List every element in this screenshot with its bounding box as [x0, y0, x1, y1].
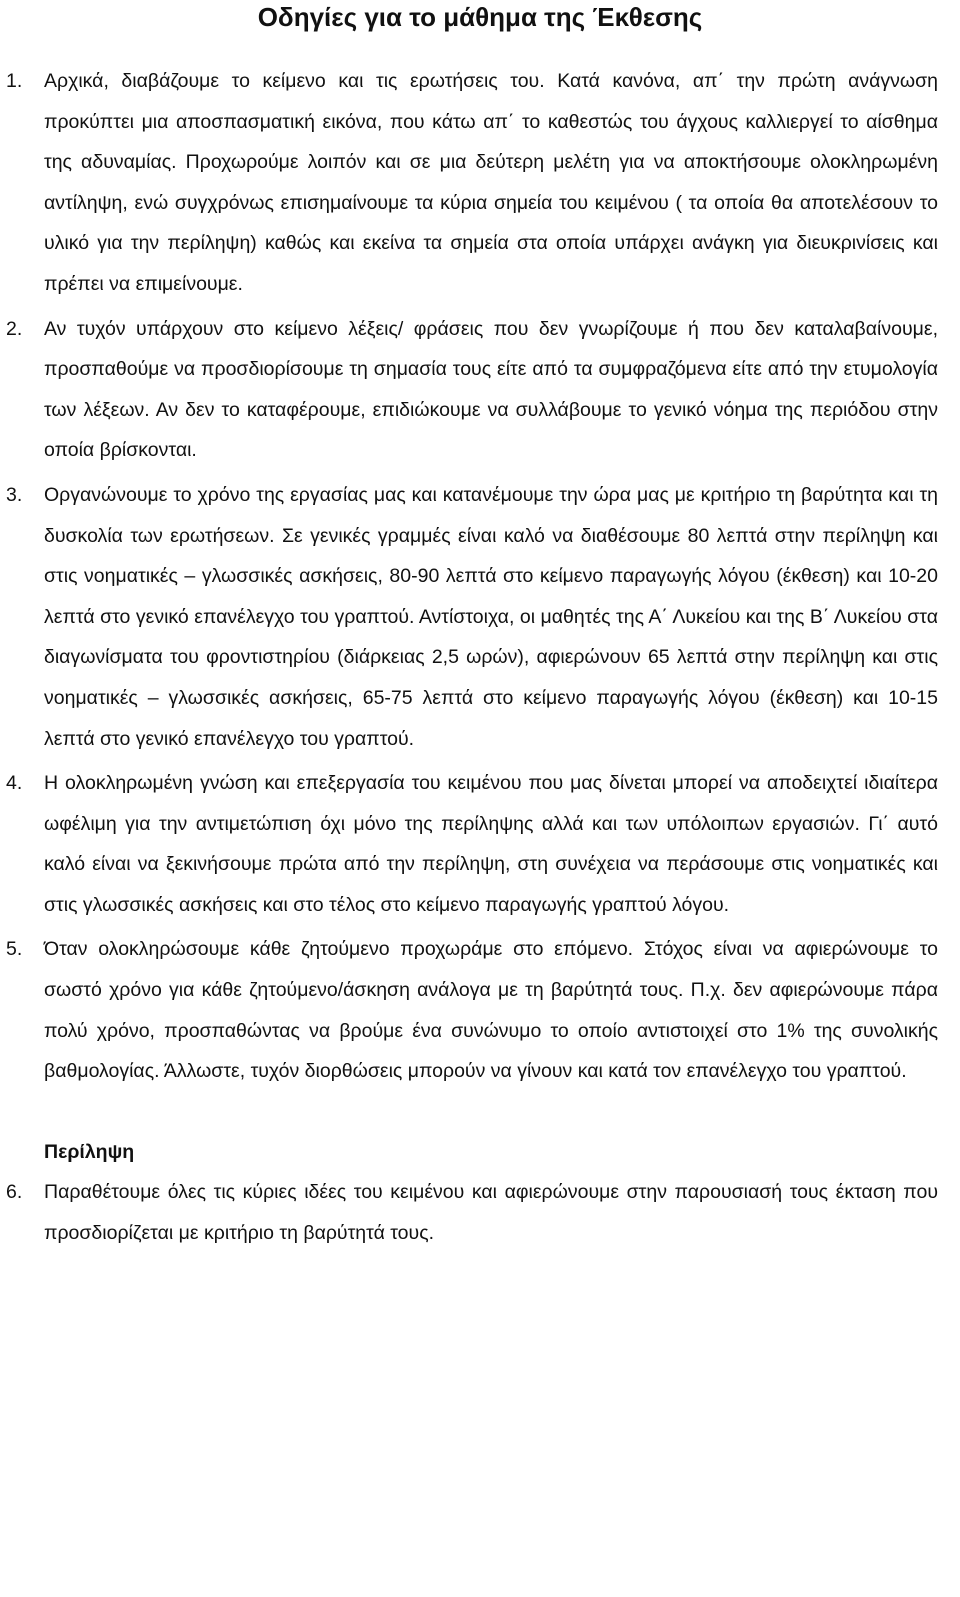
list-item — [6, 475, 938, 759]
list-item — [6, 61, 938, 305]
list-item — [6, 763, 938, 925]
item-number: 2. — [6, 317, 23, 340]
section-list — [6, 1172, 938, 1253]
list-item — [6, 1172, 938, 1253]
item-text: Παραθέτουμε όλες τις κύριες ιδέες του κειμένου και αφιερώνουμε στην παρουσιασή τους έκταση που προσδιορίζεται με κριτήριο τη βαρύτητά τους. — [44, 1181, 938, 1245]
item-text: Αν τυχόν υπάρχουν στο κείμενο λέξεις/ φράσεις που δεν γνωρίζουμε ή που δεν καταλαβαίνουμε, προσπαθούμε να προσδιορίσουμε τη σημασία τους είτε από τα συμφραζόμενα είτε από την ετυμολογία των λέξεων. Αν δεν το καταφέρουμε, επιδιώκουμε να συλλάβουμε το γενικό νόημα της περιόδου στην οποία βρίσκονται. — [44, 317, 938, 462]
document-title: Οδηγίες για το μάθημα της Έκθεσης — [257, 2, 703, 32]
instructions-list — [6, 61, 938, 1092]
section-heading: Περίληψη — [44, 1140, 135, 1163]
item-number: 3. — [6, 483, 23, 506]
list-item — [6, 929, 938, 1091]
item-text: Οργανώνουμε το χρόνο της εργασίας μας και κατανέμουμε την ώρα μας με κριτήριο τη βαρύτητα και τη δυσκολία των ερωτήσεων. Σε γενικές γραμμές είναι καλό να διαθέσουμε 80 λεπτά στην περίληψη και στις νοηματικές – γλωσσικές ασκήσεις, 80-90 λεπτά στο κείμενο παραγωγής λόγου (έκθεση) και 10-20 λεπτά στο γενικό επανέλεγχο του γραπτού. Αντίστοιχα, οι μαθητές της Α΄ Λυκείου και της Β΄ Λυκείου στα διαγωνίσματα του φροντιστηρίου (διάρκειας 2,5 ωρών), αφιερώνουν 65 λεπτά στην περίληψη και στις νοηματικές – γλωσσικές ασκήσεις, 65-75 λεπτά στο κείμενο παραγωγής λόγου (έκθεση) και 10-15 λεπτά στο γενικό επανέλεγχο του γραπτού. — [44, 483, 938, 750]
item-number: 5. — [6, 938, 23, 961]
item-number: 1. — [6, 70, 23, 92]
item-text: Όταν ολοκληρώσουμε κάθε ζητούμενο προχωράμε στο επόμενο. Στόχος είναι να αφιερώνουμε το σωστό χρόνο για κάθε ζητούμενο/άσκηση ανάλογα με τη βαρύτητά τους. Π.χ. δεν αφιερώνουμε πάρα πολύ χρόνο, προσπαθώντας να βρούμε ένα συνώνυμο το οποίο αντιστοιχεί στο 1% της συνολικής βαθμολογίας. Άλλωστε, τυχόν διορθώσεις μπορούν να γίνουν και κατά τον επανέλεγχο του γραπτού. — [44, 938, 938, 1083]
item-number: 4. — [6, 772, 23, 795]
item-text: Η ολοκληρωμένη γνώση και επεξεργασία του κειμένου που μας δίνεται μπορεί να αποδειχτεί ιδιαίτερα ωφέλιμη για την αντιμετώπιση όχι μόνο της περίληψης αλλά και των υπόλοιπων εργασιών. Γι΄ αυτό καλό είναι να ξεκινήσουμε πρώτα από την περίληψη, στη συνέχεια να περάσουμε στις νοηματικές και στις γλωσσικές ασκήσεις και στο τέλος στο κείμενο παραγωγής γραπτού λόγου. — [44, 772, 938, 916]
item-text: Αρχικά, διαβάζουμε το κείμενο και τις ερωτήσεις του. Κατά κανόνα, απ΄ την πρώτη ανάγνωση προκύπτει μια αποσπασματική εικόνα, που κάτω απ΄ το καθεστώς του άγχους καλλιεργεί το αίσθημα της αδυναμίας. Προχωρούμε λοιπόν και σε μια δεύτερη μελέτη για να αποκτήσουμε ολοκληρωμένη αντίληψη, ενώ συγχρόνως επισημαίνουμε τα κύρια σημεία του κειμένου ( τα οποία θα αποτελέσουν το υλικό για την περίληψη) καθώς και εκείνα τα σημεία στα οποία υπάρχει ανάγκη για διευκρινίσεις και πρέπει να επιμείνουμε. — [44, 70, 938, 295]
item-number: 6. — [6, 1181, 23, 1204]
list-item — [6, 309, 938, 471]
